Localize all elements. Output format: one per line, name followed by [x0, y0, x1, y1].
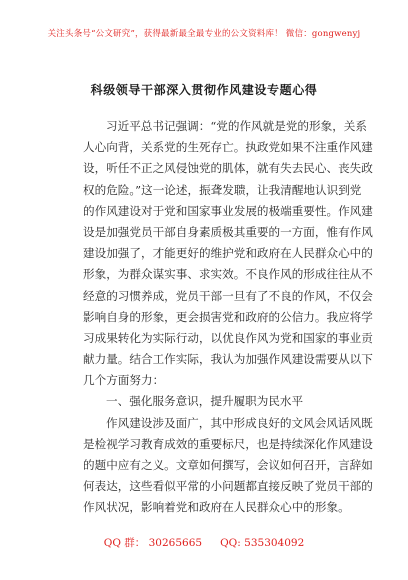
body-line: 人心向背，关系党的生死存亡。执政党如果不注重作风建 [83, 140, 373, 155]
document-body [83, 116, 373, 519]
body-line: 建设加强了，才能更好的维护党和政府在人民群众心中的 [83, 246, 373, 261]
body-line: 作风建设涉及面广，其中形成良好的文风会风话风既 [106, 415, 373, 430]
body-line: 形象，为群众谋实事、求实效。不良作风的形成往往从不 [83, 267, 373, 282]
body-line: 习成果转化为实际行动，以优良作风为党和国家的事业贡 [83, 330, 373, 345]
footer [0, 535, 408, 550]
body-line: 何表达，这些看似平常的小问题都直接反映了党员干部的 [83, 479, 373, 494]
body-line: 是检视学习教育成效的重要标尺，也是持续深化作风建设 [83, 436, 373, 451]
footer-qq: QQ: 535304092 [220, 537, 305, 549]
header-banner: 关注头条号“公文研究”，获得最新最全最专业的公文资料库！ 微信：gongwenyj [47, 29, 361, 39]
body-line: 的题中应有之义。文章如何撰写，会议如何召开，言辞如 [83, 458, 373, 472]
body-line: 权的危险。”这一论述，振聋发聩，让我清醒地认识到党 [83, 182, 362, 197]
body-line: 的作风建设对于党和国家事业发展的极端重要性。作风建 [83, 203, 373, 218]
document-title: 科级领导干部深入贯彻作风建设专题心得 [90, 83, 318, 97]
body-line: 经意的习惯养成，党员干部一旦有了不良的作风，不仅会 [83, 288, 373, 303]
body-line: 习近平总书记强调：“党的作风就是党的形象，关系 [106, 119, 367, 133]
body-line: 献力量。结合工作实际，我认为加强作风建设需要从以下 [83, 352, 373, 367]
body-line: 几个方面努力： [83, 373, 165, 388]
body-line: 影响自身的形象，更会损害党和政府的公信力。我应将学 [83, 309, 373, 324]
body-line: 设是加强党员干部自身素质极其重要的一方面，惟有作风 [83, 224, 373, 239]
body-line: 作风状况，影响着党和政府在人民群众心中的形象。 [83, 500, 350, 515]
body-line: 设，听任不正之风侵蚀党的肌体，就有失去民心、丧失政 [83, 161, 373, 176]
body-line: 一、强化服务意识，提升履职为民水平 [106, 394, 304, 409]
footer-qq-group: QQ 群： 30265665 [103, 537, 203, 549]
